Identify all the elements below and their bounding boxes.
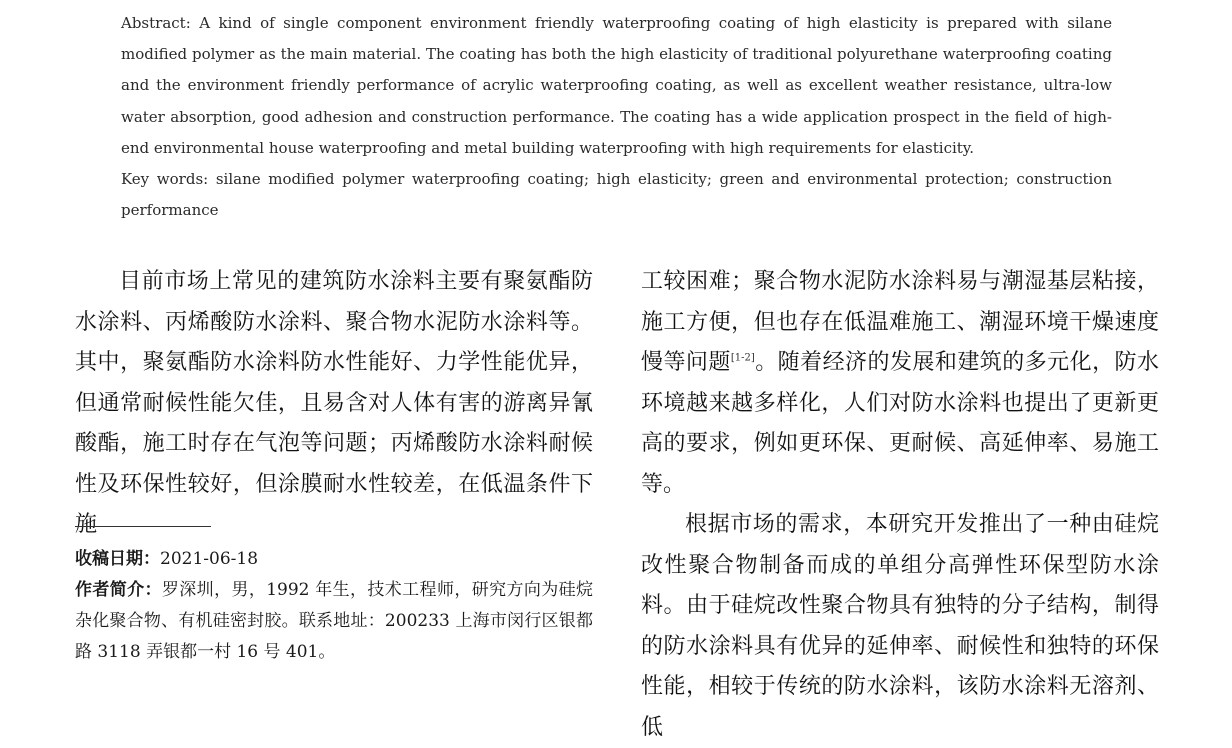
body-paragraph-continued xyxy=(641,262,1159,505)
footnote-author xyxy=(75,575,593,668)
keywords-label: Key words: xyxy=(121,170,209,189)
body-column-left xyxy=(75,262,593,546)
abstract-paragraph xyxy=(121,8,1112,164)
received-date-value: 2021-06-18 xyxy=(160,549,259,569)
keywords-paragraph xyxy=(121,164,1112,226)
citation-ref[interactable]: [1-2] xyxy=(730,352,755,364)
abstract-label: Abstract: xyxy=(121,14,191,32)
author-info-value: 罗深圳，男，1992 年生，技术工程师，研究方向为硅烷杂化聚合物、有机硅密封胶。联系地址：200233 上海市闵行区银都路 3118 弄银都一村 16 号 401。 xyxy=(75,580,594,662)
body-paragraph: 目前市场上常见的建筑防水涂料主要有聚氨酯防水涂料、丙烯酸防水涂料、聚合物水泥防水涂料等。其中，聚氨酯防水涂料防水性能好、力学性能优异，但通常耐候性能欠佳，且易含对人体有害的游离异氰酸酯，施工时存在气泡等问题；丙烯酸防水涂料耐候性及环保性较好，但涂膜耐水性较差，在低温条件下施 xyxy=(75,269,593,537)
body-column-right xyxy=(641,262,1159,748)
body-text: 。随着经济的发展和建筑的多元化，防水环境越来越多样化，人们对防水涂料也提出了更新更高的要求，例如更环保、更耐候、高延伸率、易施工等。 xyxy=(641,350,1159,497)
footnote-received xyxy=(75,544,593,575)
author-info-label: 作者简介： xyxy=(75,580,162,600)
body-text: 工较困难；聚合物水泥防水涂料易与潮湿基层粘接，施工方便，但也存在低温难施工、潮湿环境干燥速度慢等问题 xyxy=(641,269,1159,375)
abstract-text: A kind of single component environment friendly waterproofing coating of high elasticity is prepared with silane modified polymer as the main material. The coating has both the high elasticity of traditional polyurethane waterproofing coating and the environment friendly performance of acrylic waterproofing coating, as well as excellent weather resistance, ultra-low water absorption, good adhesion and construction performance. The coating has a wide application prospect in the field of high-end environmental house waterproofing and metal building waterproofing with high requirements for elasticity. xyxy=(121,14,1112,157)
footnotes xyxy=(75,544,593,668)
received-date-label: 收稿日期： xyxy=(75,549,160,569)
body-paragraph: 根据市场的需求，本研究开发推出了一种由硅烷改性聚合物制备而成的单组分高弹性环保型防水涂料。由于硅烷改性聚合物具有独特的分子结构，制得的防水涂料具有优异的延伸率、耐候性和独特的环保性能，相较于传统的防水涂料，该防水涂料无溶剂、低 xyxy=(641,512,1159,740)
keywords-text: silane modified polymer waterproofing coating; high elasticity; green and environmental protection; construction performance xyxy=(121,170,1112,220)
abstract-block xyxy=(121,8,1112,226)
footnote-divider xyxy=(75,526,211,527)
